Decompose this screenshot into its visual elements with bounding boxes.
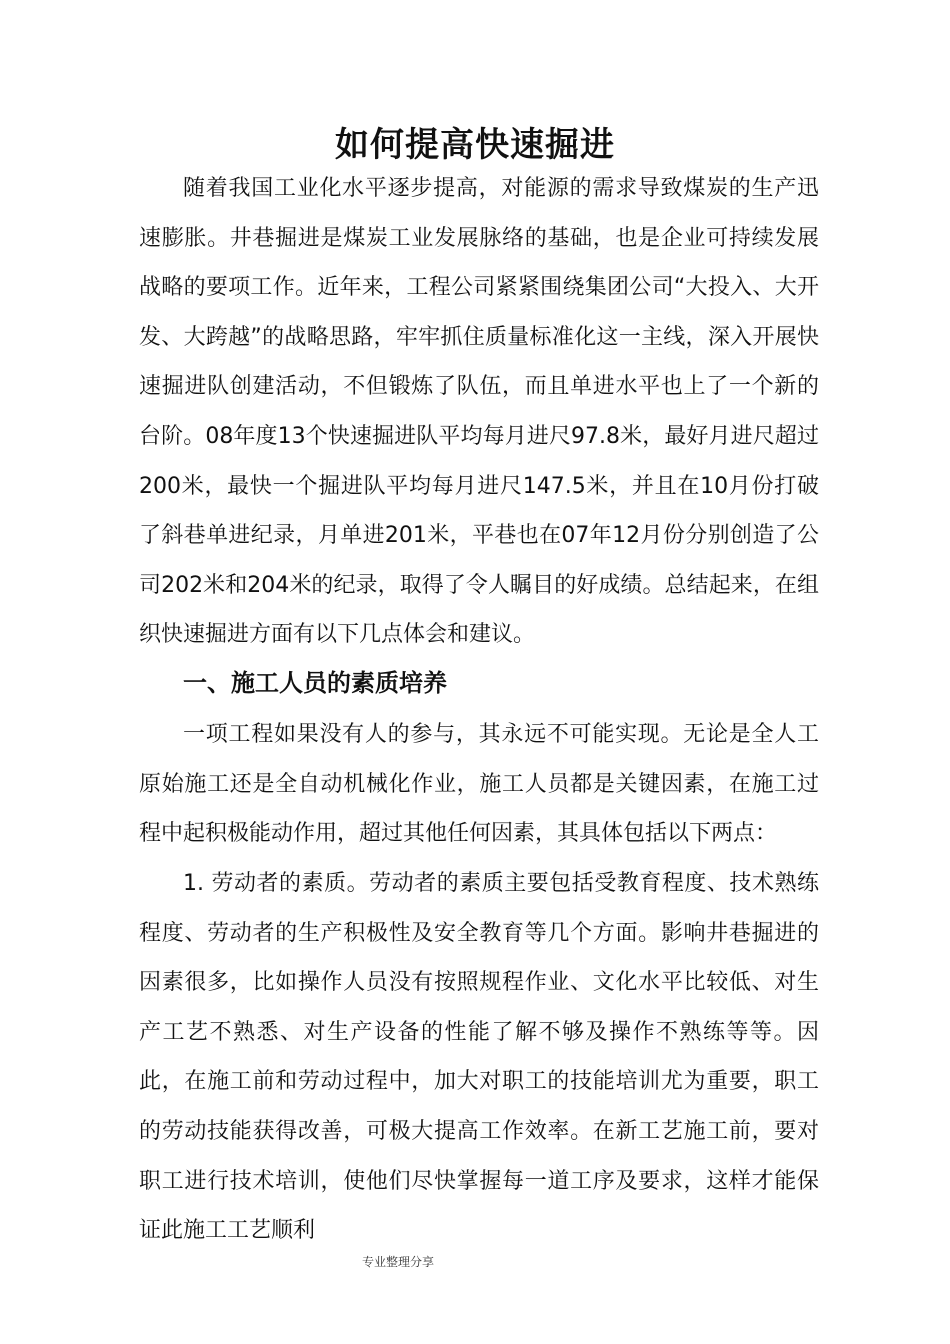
intro-paragraph: 随着我国工业化水平逐步提高，对能源的需求导致煤炭的生产迅速膨胀。井巷掘进是煤炭工业发展脉络的基础，也是企业可持续发展战略的要项工作。近年来，工程公司紧紧围绕集团公司“大投入、大开发、大跨越”的战略思路，牢牢抓住质量标准化这一主线，深入开展快速掘进队创建活动，不但锻炼了队伍，而且单进水平也上了一个新的台阶。08年度13个快速掘进队平均每月进尺97.8米，最好月进尺超过200米，最快一个掘进队平均每月进尺147.5米，并且在10月份打破了斜巷单进纪录，月单进201米，平巷也在07年12月份分别创造了公司202米和204米的纪录，取得了令人瞩目的好成绩。总结起来，在组织快速掘进方面有以下几点体会和建议。: [139, 176, 819, 648]
point-paragraph: 1. 劳动者的素质。劳动者的素质主要包括受教育程度、技术熟练程度、劳动者的生产积极性及安全教育等几个方面。影响井巷掘进的因素很多，比如操作人员没有按照规程作业、文化水平比较低、对生产工艺不熟悉、对生产设备的性能了解不够及操作不熟练等等。因此，在施工前和劳动过程中，加大对职工的技能培训尤为重要，职工的劳动技能获得改善，可极大提高工作效率。在新工艺施工前，要对职工进行技术培训，使他们尽快掌握每一道工序及要求，这样才能保证此施工工艺顺利: [139, 871, 819, 1244]
section-paragraph: 一项工程如果没有人的参与，其永远不可能实现。无论是全人工原始施工还是全自动机械化作业，施工人员都是关键因素，在施工过程中起积极能动作用，超过其他任何因素，其具体包括以下两点：: [139, 722, 819, 847]
document-title: 如何提高快速掘进: [335, 124, 615, 165]
page-footer: 专业整理分享: [362, 1255, 435, 1269]
section-heading: 一、施工人员的素质培养: [183, 669, 447, 697]
